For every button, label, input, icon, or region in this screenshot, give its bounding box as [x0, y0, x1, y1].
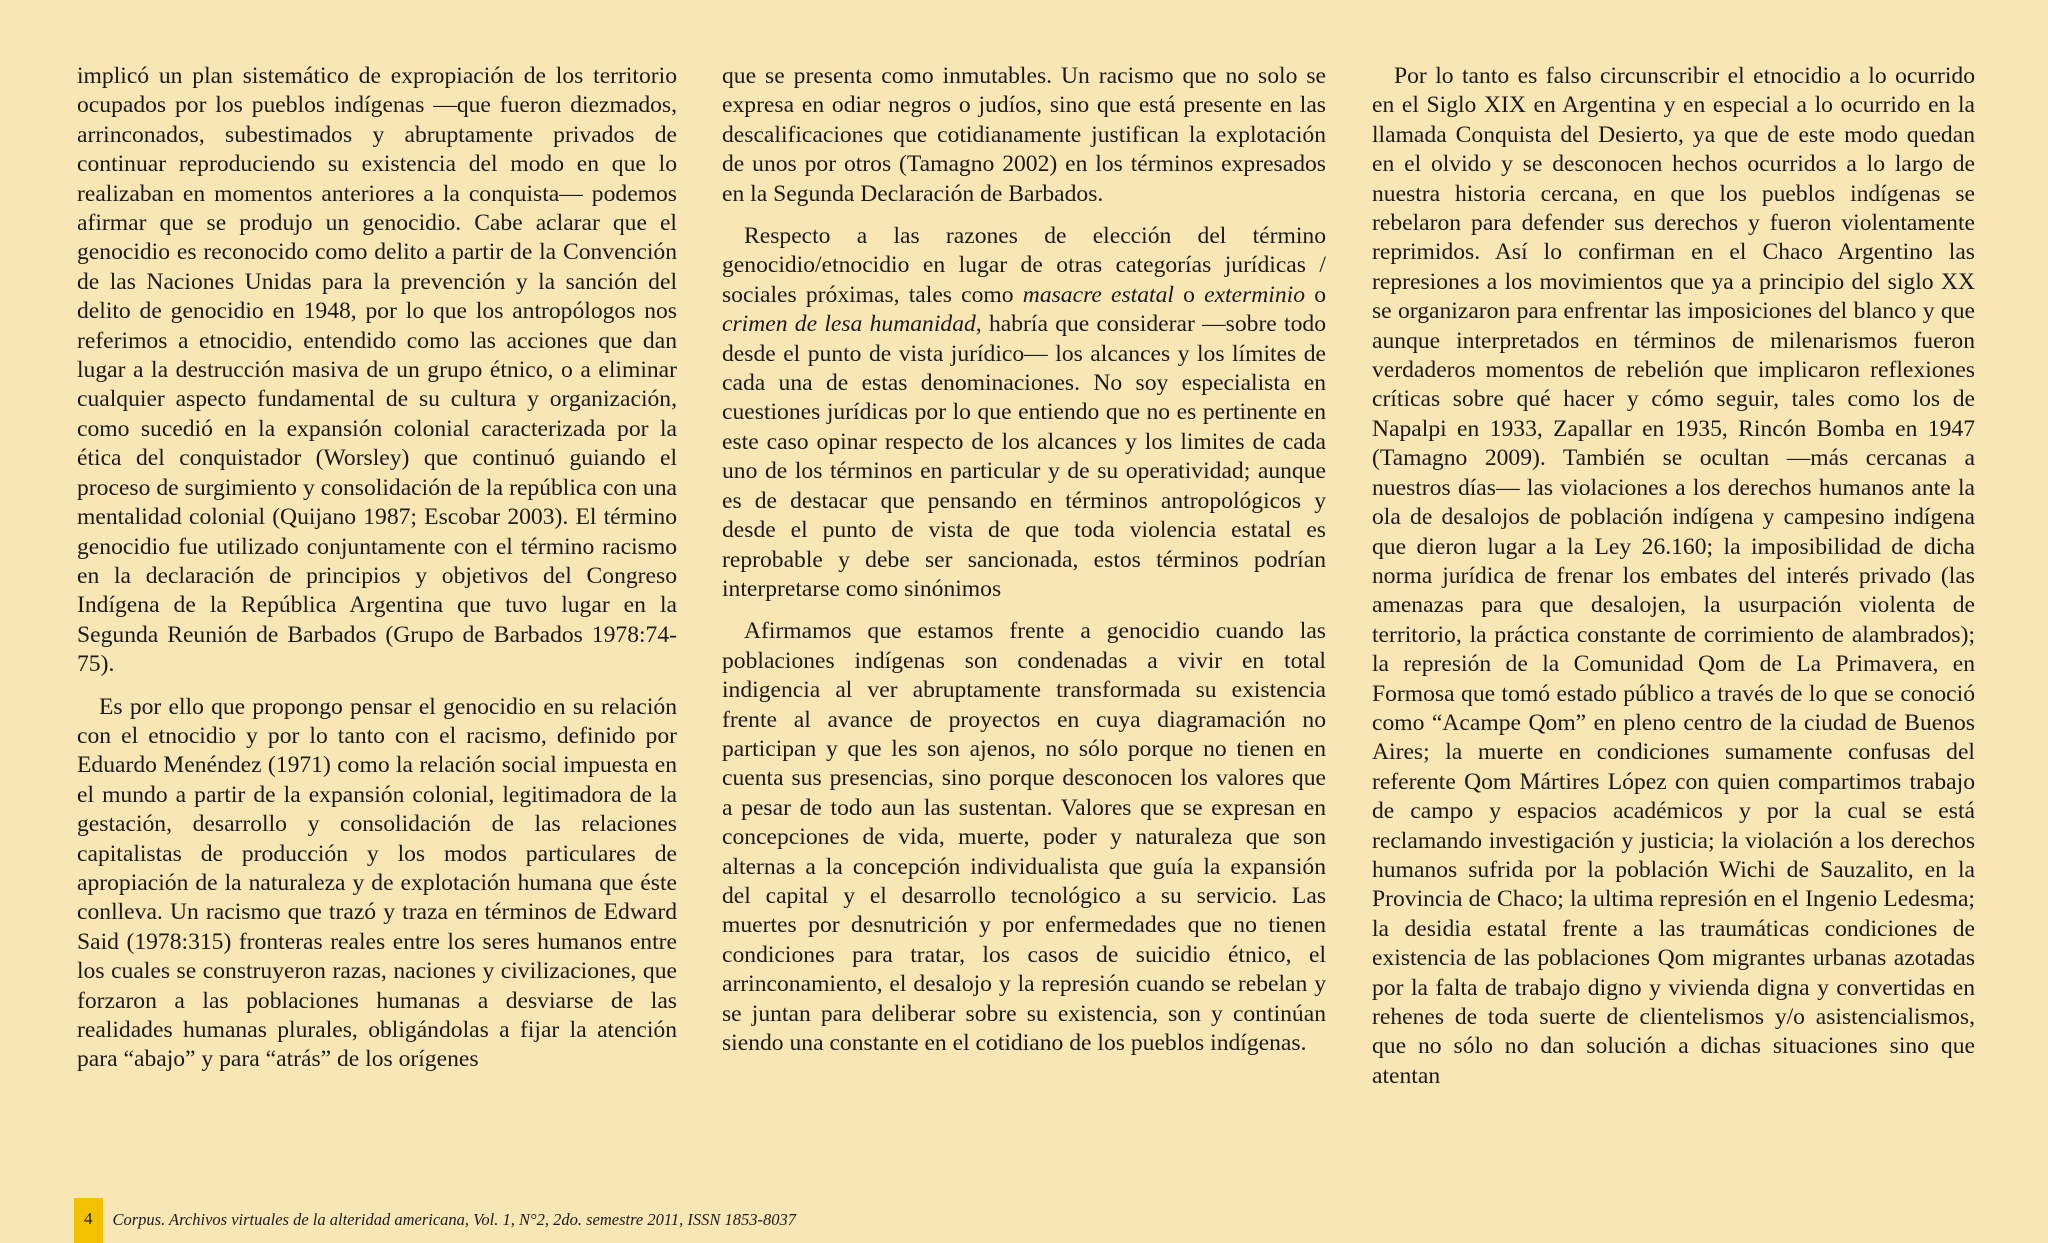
column-2	[722, 62, 1326, 1058]
page-footer	[74, 1198, 796, 1242]
col2-p2-text-b: o	[1173, 281, 1205, 308]
column-3	[1372, 62, 1975, 1091]
col2-p2-italic-exterminio: exterminio	[1204, 281, 1306, 308]
col1-paragraph-2: Es por ello que propongo pensar el genocidio en su relación con el etnocidio y por lo tanto con el racismo, definido por Eduardo Menéndez (1971) como la relación social impuesta en el mundo a partir de la expansión colonial, legitimadora de la gestación, desarrollo y consolidación de las relaciones capitalistas de producción y los modos particulares de apropiación de la naturaleza y de explotación humana que éste conlleva. Un racismo que trazó y traza en términos de Edward Said (1978:315) fronteras reales entre los seres humanos entre los cuales se construyeron razas, naciones y civilizaciones, que forzaron a las poblaciones humanas a desviarse de las realidades humanas plurales, obligándolas a fijar la atención para “abajo” y para “atrás” de los orígenes	[77, 693, 677, 1073]
col2-paragraph-2	[722, 222, 1326, 604]
col2-p2-italic-masacre: masacre estatal	[1022, 281, 1174, 308]
col2-paragraph-3: Afirmamos que estamos frente a genocidio cuando las poblaciones indígenas son condenadas a vivir en total indigencia al ver abruptamente transformada su existencia frente al avance de proyectos en cuya diagramación no participan y que les son ajenos, no sólo porque no tienen en cuenta sus presencias, sino porque desconocen los valores que a pesar de todo aun las sustentan. Valores que se expresan en concepciones de vida, muerte, poder y naturaleza que son alternas a la concepción individualista que guía la expansión del capital y el desarrollo tecnológico a su servicio. Las muertes por desnutrición y por enfermedades que no tienen condiciones para tratar, los casos de suicidio étnico, el arrinconamiento, el desalojo y la represión cuando se rebelan y se juntan para deliberar sobre su existencia, son y continúan siendo una constante en el cotidiano de los pueblos indígenas.	[722, 618, 1326, 1056]
page-number-badge: 4	[74, 1198, 103, 1243]
col2-p2-text-d: , habría que considerar —sobre todo desde el punto de vista jurídico— los alcances y los límites de cada una de estas denominaciones. No soy especialista en cuestiones jurídicas por lo que entiendo que no es pertinente en este caso opinar respecto de los alcances y los limites de cada uno de los términos en particular y de su operatividad; aunque es de destacar que pensando en términos antropológicos y desde el punto de vista de que toda violencia estatal es reprobable y debe ser sancionada, estos términos podrían interpretarse como sinónimos	[722, 311, 1326, 602]
col3-paragraph-1: Por lo tanto es falso circunscribir el etnocidio a lo ocurrido en el Siglo XIX en Argentina y en especial a lo ocurrido en la llamada Conquista del Desierto, ya que de este modo quedan en el olvido y se desconocen hechos ocurridos a lo largo de nuestra historia cercana, en que los pueblos indígenas se rebelaron para defender sus derechos y fueron violentamente reprimidos. Así lo confirman en el Chaco Argentino las represiones a los movimientos que ya a principio del siglo XX se organizaron para enfrentar las imposiciones del blanco y que aunque interpretados en términos de milenarismos fueron verdaderos momentos de rebelión que implicaron reflexiones críticas sobre qué hacer y cómo seguir, tales como los de Napalpi en 1933, Zapallar en 1935, Rincón Bomba en 1947 (Tamagno 2009). También se ocultan —más cercanas a nuestros días— las violaciones a los derechos humanos ante la ola de desalojos de población indígena y campesino indígena que dieron lugar a la Ley 26.160; la imposibilidad de dicha norma jurídica de frenar los embates del interés privado (las amenazas para que desalojen, la usurpación violenta de territorio, la práctica constante de corrimiento de alambrados); la represión de la Comunidad Qom de La Primavera, en Formosa que tomó estado público a través de lo que se conoció como “Acampe Qom” en pleno centro de la ciudad de Buenos Aires; la muerte en condiciones sumamente confusas del referente Qom Mártires López con quien compartimos trabajo de campo y espacios académicos y por la cual se está reclamando investigación y justicia; la violación a los derechos humanos sufrida por la población Wichi de Sauzalito, en la Provincia de Chaco; la ultima represión en el Ingenio Ledesma; la desidia estatal frente a las traumáticas condiciones de existencia de las poblaciones Qom migrantes urbanas azotadas por la falta de trabajo digno y vivienda digna y convertidas en rehenes de toda suerte de clientelismos y/o asistencialismos, que no sólo no dan solución a dichas situaciones sino que atentan	[1372, 63, 1975, 1089]
column-1	[77, 62, 677, 1075]
col2-paragraph-1: que se presenta como inmutables. Un racismo que no solo se expresa en odiar negros o judíos, sino que está presente en las descalificaciones que cotidianamente justifican la explotación de unos por otros (Tamagno 2002) en los términos expresados en la Segunda Declaración de Barbados.	[722, 63, 1326, 207]
col2-p2-text-a: Respecto a las razones de elección del término genocidio/etnocidio en lugar de otras categorías jurídicas / sociales próximas, tales como	[722, 223, 1326, 308]
col2-p2-italic-crimen: crimen de lesa humanidad	[722, 311, 976, 338]
journal-citation: Corpus. Archivos virtuales de la alteridad americana, Vol. 1, N°2, 2do. semestre 2011, ISSN 1853-8037	[112, 1210, 797, 1229]
col2-p2-text-c: o	[1305, 281, 1326, 308]
col1-paragraph-1: implicó un plan sistemático de expropiación de los territorio ocupados por los pueblos indígenas —que fueron diezmados, arrinconados, subestimados y abruptamente privados de continuar reproduciendo su existencia del modo en que lo realizaban en momentos anteriores a la conquista— podemos afirmar que se produjo un genocidio. Cabe aclarar que el genocidio es reconocido como delito a partir de la Convención de las Naciones Unidas para la prevención y la sanción del delito de genocidio en 1948, por lo que los antropólogos nos referimos a etnocidio, entendido como las acciones que dan lugar a la destrucción masiva de un grupo étnico, o a eliminar cualquier aspecto fundamental de su cultura y organización, como sucedió en la expansión colonial caracterizada por la ética del conquistador (Worsley) que continuó guiando el proceso de surgimiento y consolidación de la república con una mentalidad colonial (Quijano 1987; Escobar 2003). El término genocidio fue utilizado conjuntamente con el término racismo en la declaración de principios y objetivos del Congreso Indígena de la República Argentina que tuvo lugar en la Segunda Reunión de Barbados (Grupo de Barbados 1978:74-75).	[77, 63, 677, 678]
